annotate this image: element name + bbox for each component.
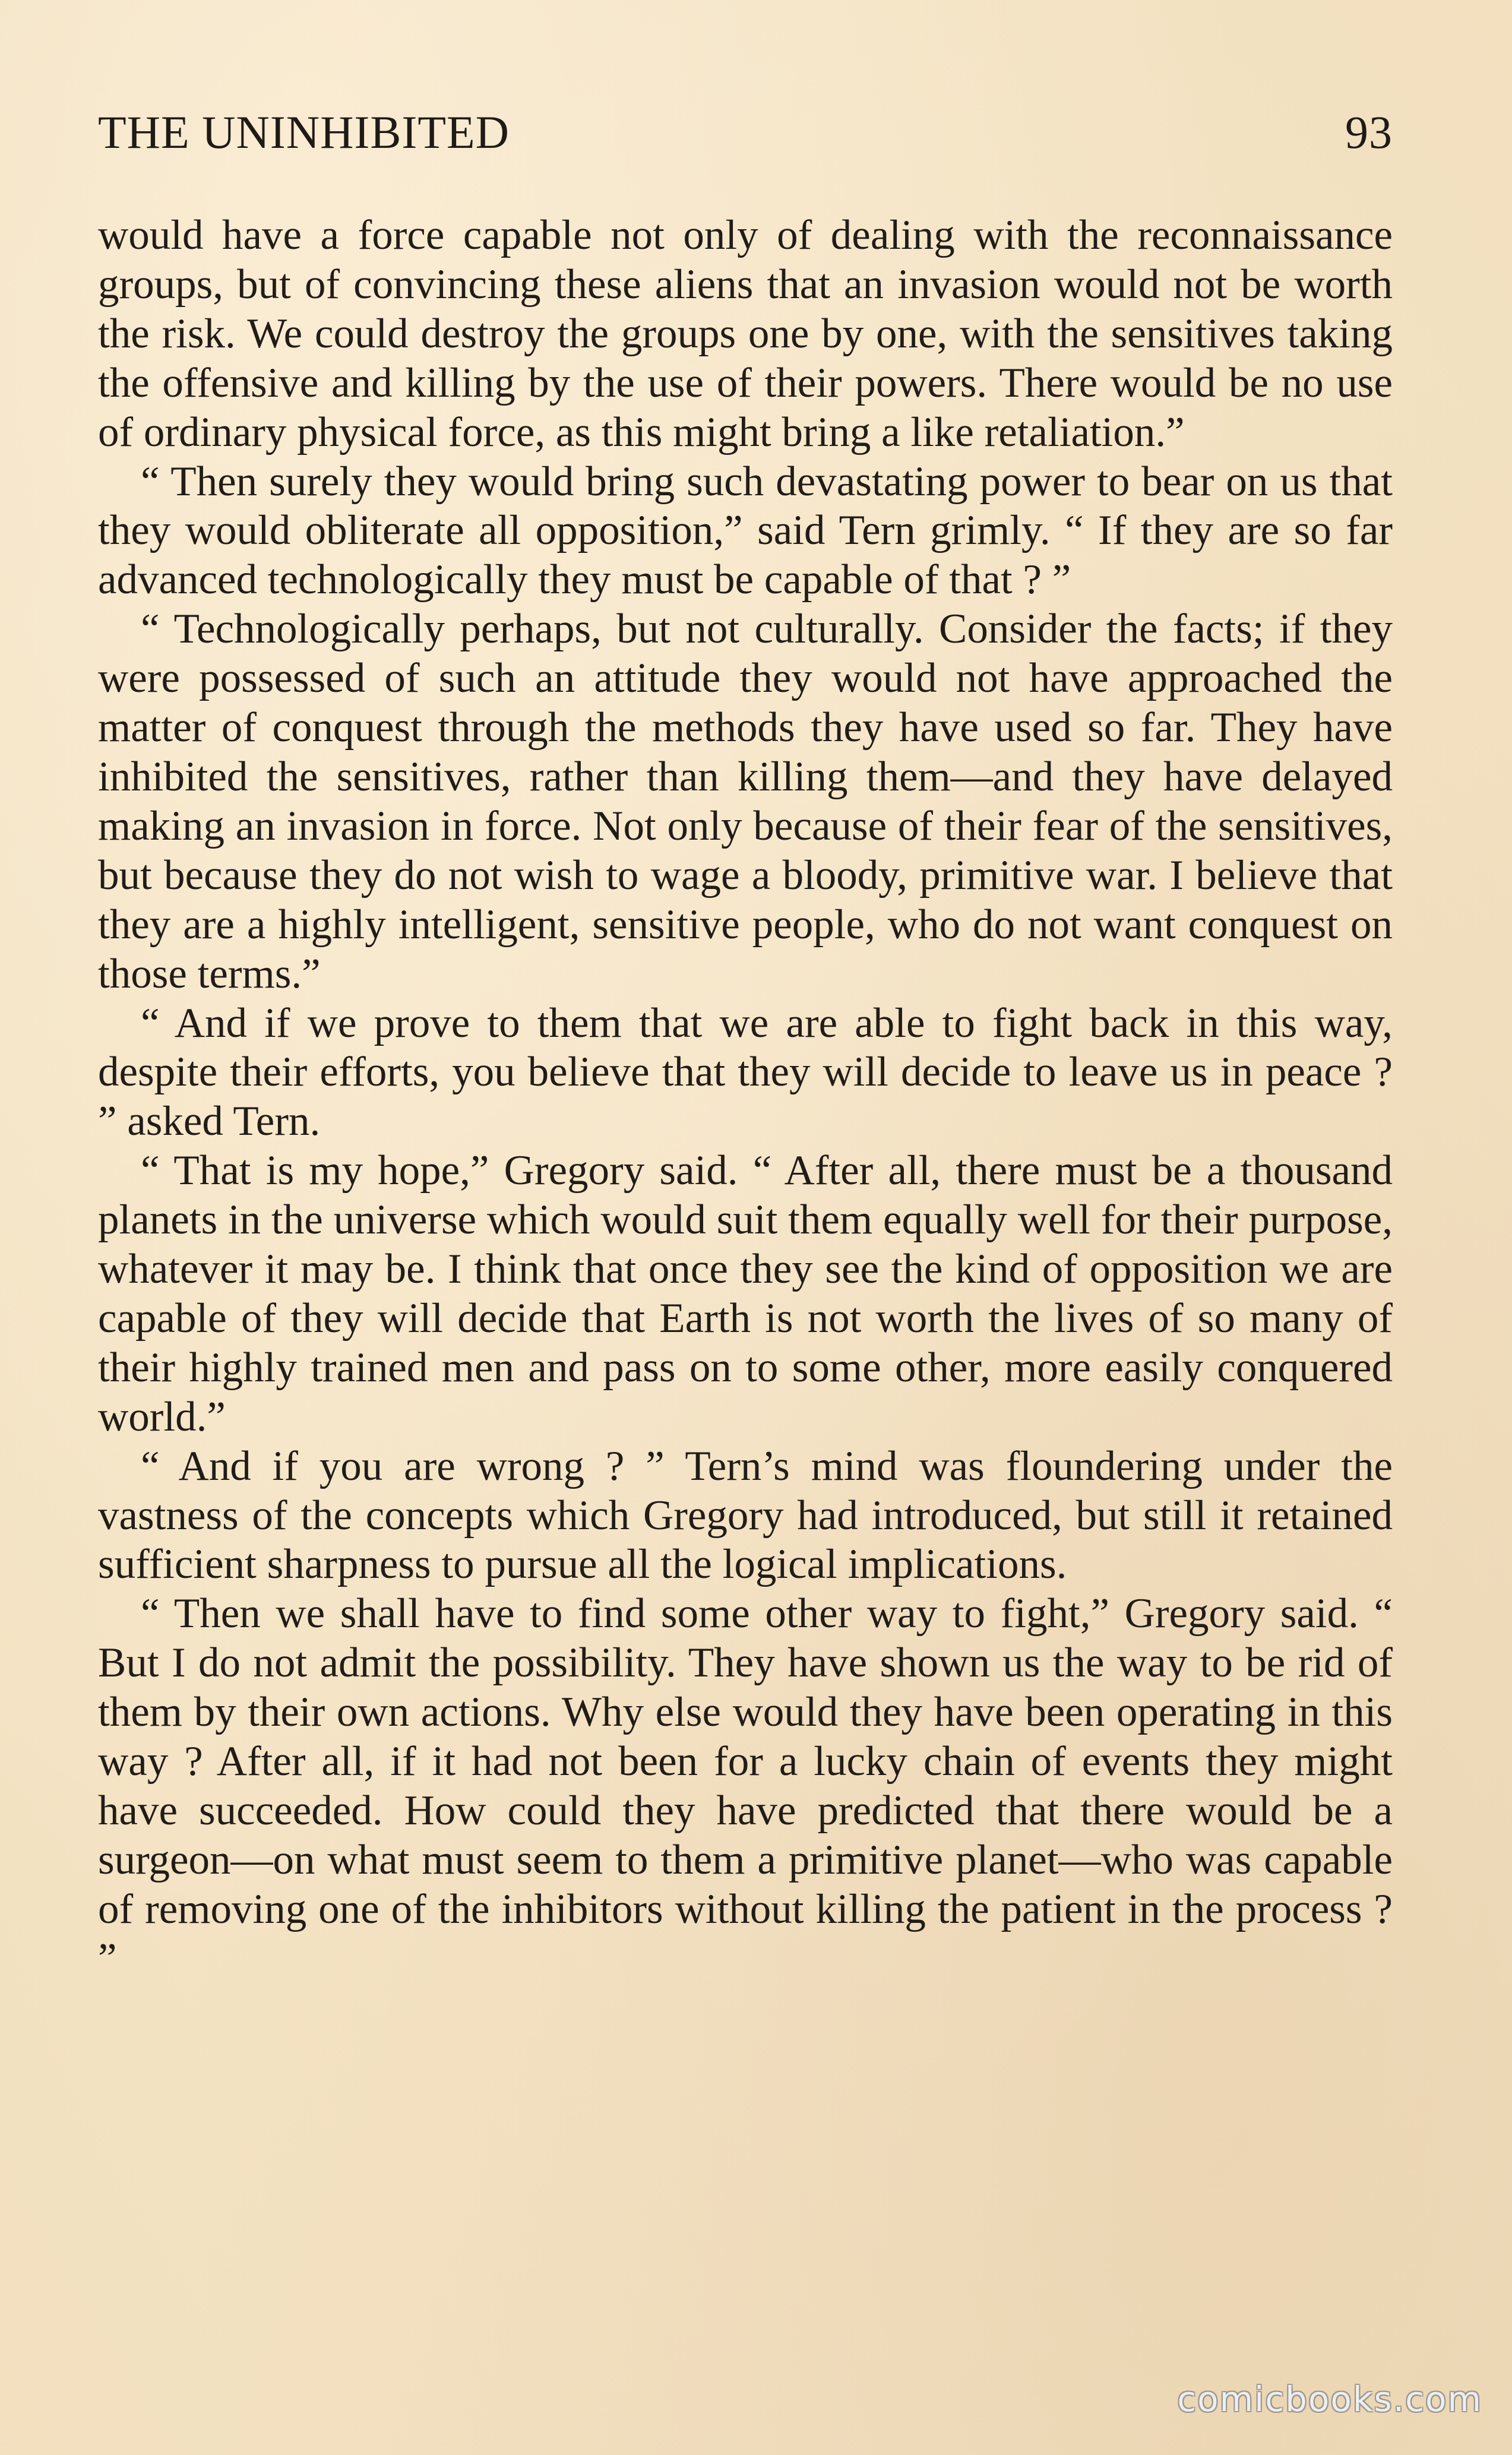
body-text <box>98 211 1393 1983</box>
paragraph: “ And if you are wrong ? ” Tern’s mind was floundering under the vastness of the concepts which Gregory had introduced, but still it retained sufficient sharpness to pursue all the logical implications. <box>98 1442 1393 1588</box>
watermark: comicbooks.com <box>1177 2379 1482 2419</box>
running-title: THE UNINHIBITED <box>98 106 510 158</box>
paragraph: “ Then we shall have to find some other way to fight,” Gregory said. “ But I do not admit the possibility. They have shown us the way to be rid of them by their own actions. Why else would they have been operating in this way ? After all, if it had not been for a lucky chain of events they might have succeeded. How could they have predicted that there would be a surgeon—on what must seem to them a primitive planet—who was capable of removing one of the inhibitors without killing the patient in the process ? ” <box>98 1590 1393 1982</box>
paragraph: “ That is my hope,” Gregory said. “ After all, there must be a thousand planets in the universe which would suit them equally well for their purpose, whatever it may be. I think that once they see the kind of opposition we are capable of they will decide that Earth is not worth the lives of so many of their highly trained men and pass on to some other, more easily conquered world.” <box>98 1147 1393 1440</box>
running-head <box>98 106 1393 165</box>
paragraph: “ Then surely they would bring such devastating power to bear on us that they would obliterate all opposition,” said Tern grimly. “ If they are so far advanced technologically they must be capable of that ? ” <box>98 458 1393 603</box>
paragraph: “ And if we prove to them that we are able to fight back in this way, despite their efforts, you believe that they will decide to leave us in peace ? ” asked Tern. <box>98 999 1393 1145</box>
paragraph-continuation: would have a force capable not only of dealing with the reconnaissance groups, but of convincing these aliens that an invasion would not be worth the risk. We could destroy the groups one by one, with the sensitives taking the offensive and killing by the use of their powers. There would be no use of ordinary physical force, as this might bring a like retaliation.” <box>98 212 1393 455</box>
paragraph: “ Technologically perhaps, but not culturally. Consider the facts; if they were possessed of such an attitude they would not have approached the matter of conquest through the methods they have used so far. They have inhibited the sensitives, rather than killing them—and they have delayed making an invasion in force. Not only because of their fear of the sensitives, but because they do not wish to wage a bloody, primitive war. I believe that they are a highly intelligent, sensitive people, who do not want conquest on those terms.” <box>98 606 1393 997</box>
page-number: 93 <box>1345 106 1393 158</box>
